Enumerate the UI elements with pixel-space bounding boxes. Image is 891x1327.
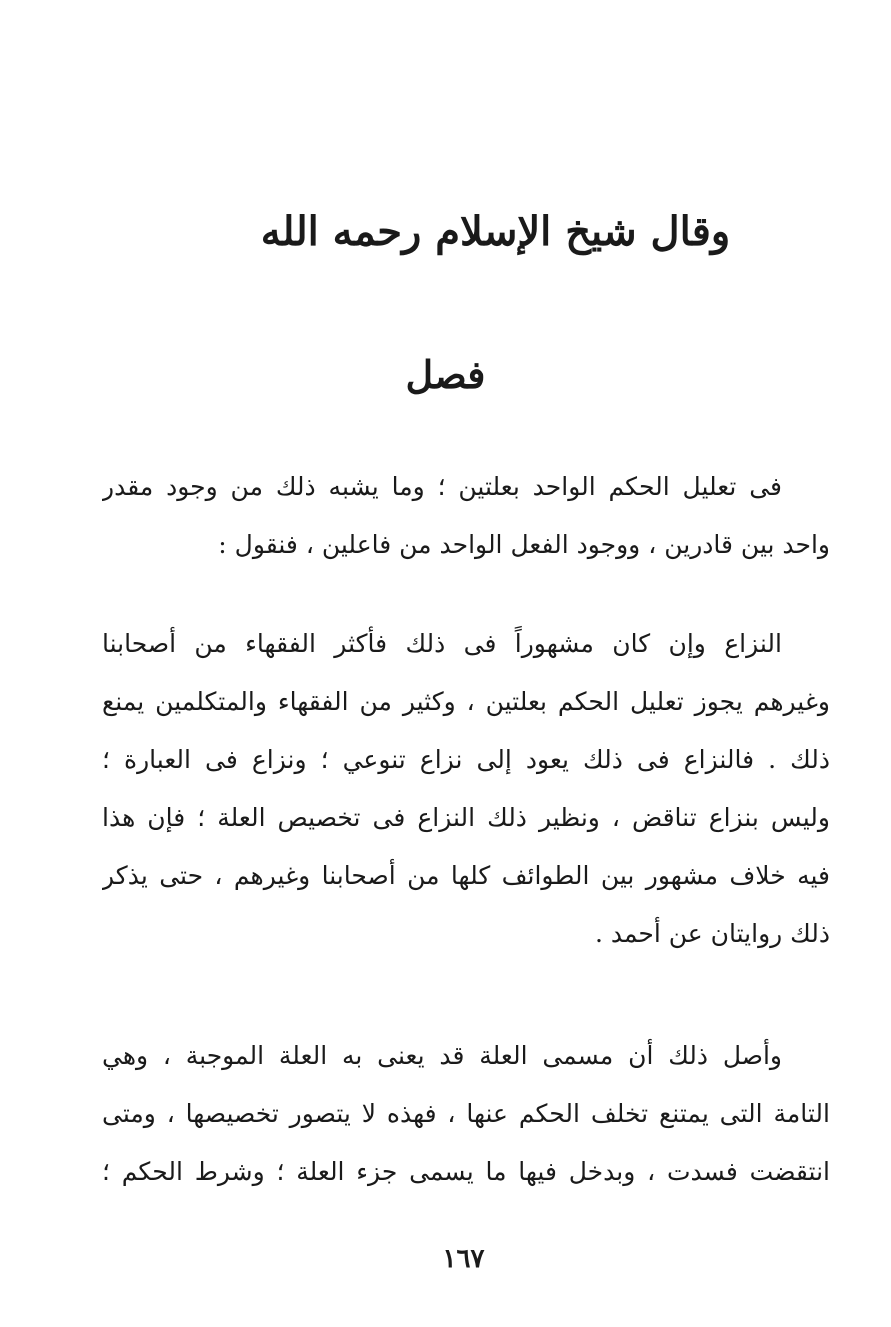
text-line: فى تعليل الحكم الواحد بعلتين ؛ وما يشبه ذلك من وجود مقدر [102,472,782,501]
text-line: وغيرهم يجوز تعليل الحكم بعلتين ، وكثير من الفقهاء والمتكلمين يمنع [102,687,830,716]
text-line: التامة التى يمتنع تخلف الحكم عنها ، فهذه لا يتصور تخصيصها ، ومتى [102,1099,830,1128]
text-line: النزاع وإن كان مشهوراً فى ذلك فأكثر الفقهاء من أصحابنا [102,629,782,658]
text-line: ذلك . فالنزاع فى ذلك يعود إلى نزاع تنوعي ؛ ونزاع فى العبارة ؛ [102,745,830,774]
text-line: وليس بنزاع تناقض ، ونظير ذلك النزاع فى تخصيص العلة ؛ فإن هذا [102,803,830,832]
paragraph-3 [102,1027,830,1201]
page-number: ١٦٧ [442,1244,485,1274]
text-line: فيه خلاف مشهور بين الطوائف كلها من أصحابنا وغيرهم ، حتى يذكر [102,861,830,890]
page-heading: وقال شيخ الإسلام رحمه الله [260,208,731,255]
text-line: ذلك روايتان عن أحمد . [594,919,830,948]
section-title [0,352,891,397]
paragraph-2 [102,615,830,963]
text-line: انتقضت فسدت ، وبدخل فيها ما يسمى جزء العلة ؛ وشرط الحكم ؛ [102,1157,830,1186]
paragraph-1 [102,458,830,574]
section-title-text: فصل [405,352,486,397]
text-line: واحد بين قادرين ، ووجود الفعل الواحد من فاعلين ، فنقول : [218,530,830,559]
text-line: وأصل ذلك أن مسمى العلة قد يعنى به العلة الموجبة ، وهي [102,1041,782,1070]
